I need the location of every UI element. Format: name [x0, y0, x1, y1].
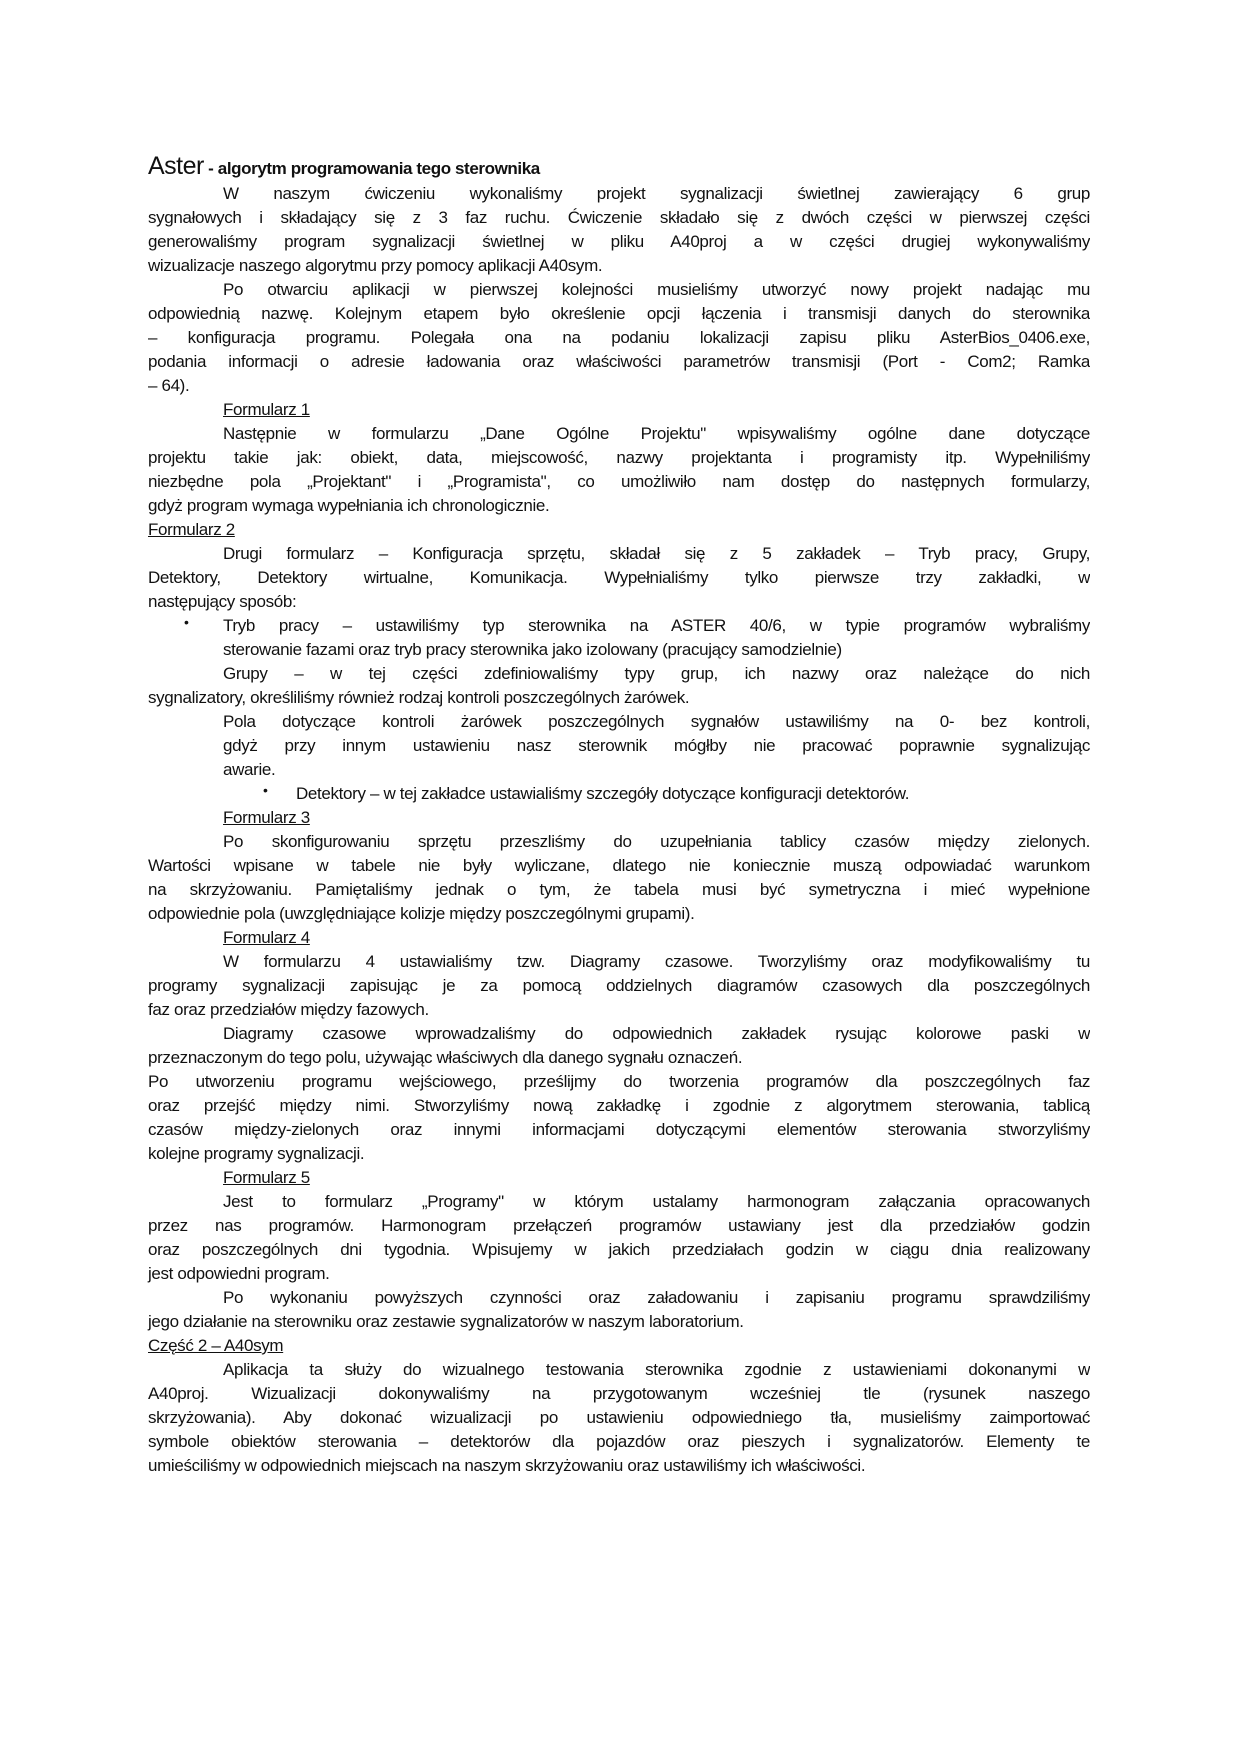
document-body — [148, 150, 1090, 1478]
text-line: oraz przejść między nimi. Stworzyliśmy nową zakładkę i zgodnie z algorytmem sterowania, tablicą — [148, 1096, 1090, 1115]
text-line: symbole obiektów sterowania – detektorów dla pojazdów oraz pieszych i sygnalizatorów. Elementy te — [148, 1432, 1090, 1451]
text-line: Po skonfigurowaniu sprzętu przeszliśmy do uzupełniania tablicy czasów między zielonych. — [223, 832, 1090, 851]
text-line: czasów między-zielonych oraz innymi informacjami dotyczącymi elementów sterowania stworzyliśmy — [148, 1120, 1090, 1139]
text-line: awarie. — [223, 760, 276, 779]
paragraph — [148, 542, 1090, 614]
text-line: odpowiednie pola (uwzględniające kolizje między poszczególnymi grupami). — [148, 904, 695, 923]
text-line: Po utworzeniu programu wejściowego, prześlijmy do tworzenia programów dla poszczególnych faz — [148, 1072, 1090, 1091]
bullet-item — [148, 614, 1090, 662]
text-line: Drugi formularz – Konfiguracja sprzętu, składał się z 5 zakładek – Tryb pracy, Grupy, — [223, 544, 1090, 563]
paragraph — [148, 1022, 1090, 1070]
paragraph — [148, 710, 1090, 782]
document-content — [148, 182, 1090, 1478]
text-line: – konfiguracja programu. Polegała ona na podaniu lokalizacji zapisu pliku AsterBios_0406.exe, — [148, 328, 1090, 347]
text-line: na skrzyżowaniu. Pamiętaliśmy jednak o tym, że tabela musi być symetryczna i mieć wypełnione — [148, 880, 1090, 899]
text-line: niezbędne pola „Projektant" i „Programista", co umożliwiło nam dostęp do następnych formularzy, — [148, 472, 1090, 491]
text-line: A40proj. Wizualizacji dokonywaliśmy na przygotowanym wcześniej tle (rysunek naszego — [148, 1384, 1090, 1403]
text-line: Detektory – w tej zakładce ustawialiśmy szczegóły dotyczące konfiguracji detektorów. — [296, 784, 910, 803]
section-heading — [148, 926, 1090, 950]
text-line: programy sygnalizacji zapisując je za pomocą oddzielnych diagramów czasowych dla poszczególnych — [148, 976, 1090, 995]
paragraph — [148, 1358, 1090, 1478]
paragraph — [148, 830, 1090, 926]
paragraph — [148, 1070, 1090, 1166]
text-line: oraz poszczególnych dni tygodnia. Wpisujemy w jakich przedziałach godzin w ciągu dnia realizowany — [148, 1240, 1090, 1259]
heading-text: Część 2 – A40sym — [148, 1336, 284, 1355]
text-line: W naszym ćwiczeniu wykonaliśmy projekt sygnalizacji świetlnej zawierający 6 grup — [223, 184, 1090, 203]
text-line: faz oraz przedziałów między fazowych. — [148, 1000, 429, 1019]
text-line: następujący sposób: — [148, 592, 297, 611]
text-line: gdyż przy innym ustawieniu nasz sterownik mógłby nie pracować poprawnie sygnalizując — [223, 736, 1090, 755]
text-line: podania informacji o adresie ładowania oraz właściwości parametrów transmisji (Port - Com2; Ramka — [148, 352, 1090, 371]
text-line: Detektory, Detektory wirtualne, Komunikacja. Wypełnialiśmy tylko pierwsze trzy zakładki, w — [148, 568, 1090, 587]
text-line: Aplikacja ta służy do wizualnego testowania sterownika zgodnie z ustawieniami dokonanymi w — [223, 1360, 1090, 1379]
text-line: jego działanie na sterowniku oraz zestawie sygnalizatorów w naszym laboratorium. — [148, 1312, 744, 1331]
section-heading — [148, 398, 1090, 422]
section-heading — [148, 806, 1090, 830]
text-line: skrzyżowania). Aby dokonać wizualizacji po ustawieniu odpowiedniego tła, musieliśmy zaimportować — [148, 1408, 1090, 1427]
text-line: sygnalizatory, określiliśmy również rodzaj kontroli poszczególnych żarówek. — [148, 688, 690, 707]
text-line: Pola dotyczące kontroli żarówek poszczególnych sygnałów ustawiliśmy na 0- bez kontroli, — [223, 712, 1090, 731]
text-line: przez nas programów. Harmonogram przełączeń programów ustawiany jest dla przedziałów godzin — [148, 1216, 1090, 1235]
heading-text: Formularz 4 — [223, 928, 310, 947]
title-subtitle: algorytm programowania tego sterownika — [217, 159, 540, 178]
paragraph — [148, 182, 1090, 278]
paragraph — [148, 278, 1090, 398]
text-line: kolejne programy sygnalizacji. — [148, 1144, 365, 1163]
text-line: projektu takie jak: obiekt, data, miejscowość, nazwy projektanta i programisty itp. Wypełniliśmy — [148, 448, 1090, 467]
section-heading — [148, 1166, 1090, 1190]
text-line: Diagramy czasowe wprowadzaliśmy do odpowiednich zakładek rysując kolorowe paski w — [223, 1024, 1090, 1043]
text-line: – 64). — [148, 376, 190, 395]
text-line: Wartości wpisane w tabele nie były wyliczane, dlatego nie koniecznie muszą odpowiadać warunkom — [148, 856, 1090, 875]
title-separator: - — [203, 159, 218, 178]
section-heading — [148, 1334, 1090, 1358]
document-title — [148, 150, 1090, 182]
text-line: przeznaczonym do tego polu, używając właściwych dla danego sygnału oznaczeń. — [148, 1048, 743, 1067]
heading-text: Formularz 1 — [223, 400, 310, 419]
text-line: Grupy – w tej części zdefiniowaliśmy typy grup, ich nazwy oraz należące do nich — [223, 664, 1090, 683]
text-line: jest odpowiedni program. — [148, 1264, 330, 1283]
title-main: Aster — [148, 152, 204, 180]
section-heading — [148, 518, 1090, 542]
text-line: sterowanie fazami oraz tryb pracy sterownika jako izolowany (pracujący samodzielnie) — [223, 640, 842, 659]
text-line: Tryb pracy – ustawiliśmy typ sterownika na ASTER 40/6, w typie programów wybraliśmy — [223, 616, 1090, 635]
text-line: generowaliśmy program sygnalizacji świetlnej w pliku A40proj a w części drugiej wykonywaliśmy — [148, 232, 1090, 251]
heading-text: Formularz 2 — [148, 520, 235, 539]
text-line: Po otwarciu aplikacji w pierwszej kolejności musieliśmy utworzyć nowy projekt nadając mu — [223, 280, 1090, 299]
text-line: Po wykonaniu powyższych czynności oraz załadowaniu i zapisaniu programu sprawdziliśmy — [223, 1288, 1090, 1307]
bullet-icon: • — [184, 614, 189, 630]
text-line: umieściliśmy w odpowiednich miejscach na naszym skrzyżowaniu oraz ustawiliśmy ich właściwości. — [148, 1456, 866, 1475]
bullet-item — [148, 782, 1090, 806]
text-line: W formularzu 4 ustawialiśmy tzw. Diagramy czasowe. Tworzyliśmy oraz modyfikowaliśmy tu — [223, 952, 1090, 971]
text-line: Następnie w formularzu „Dane Ogólne Projektu" wpisywaliśmy ogólne dane dotyczące — [223, 424, 1090, 443]
text-line: odpowiednią nazwę. Kolejnym etapem było określenie opcji łączenia i transmisji danych do sterownika — [148, 304, 1090, 323]
text-line: Jest to formularz „Programy" w którym ustalamy harmonogram załączania opracowanych — [223, 1192, 1090, 1211]
bullet-icon: • — [263, 782, 268, 798]
paragraph — [148, 950, 1090, 1022]
paragraph — [148, 1286, 1090, 1334]
heading-text: Formularz 3 — [223, 808, 310, 827]
heading-text: Formularz 5 — [223, 1168, 310, 1187]
paragraph — [148, 1190, 1090, 1286]
text-line: wizualizacje naszego algorytmu przy pomocy aplikacji A40sym. — [148, 256, 603, 275]
paragraph — [148, 662, 1090, 710]
paragraph — [148, 422, 1090, 518]
text-line: gdyż program wymaga wypełniania ich chronologicznie. — [148, 496, 550, 515]
text-line: sygnałowych i składający się z 3 faz ruchu. Ćwiczenie składało się z dwóch części w pierwszej części — [148, 208, 1090, 227]
